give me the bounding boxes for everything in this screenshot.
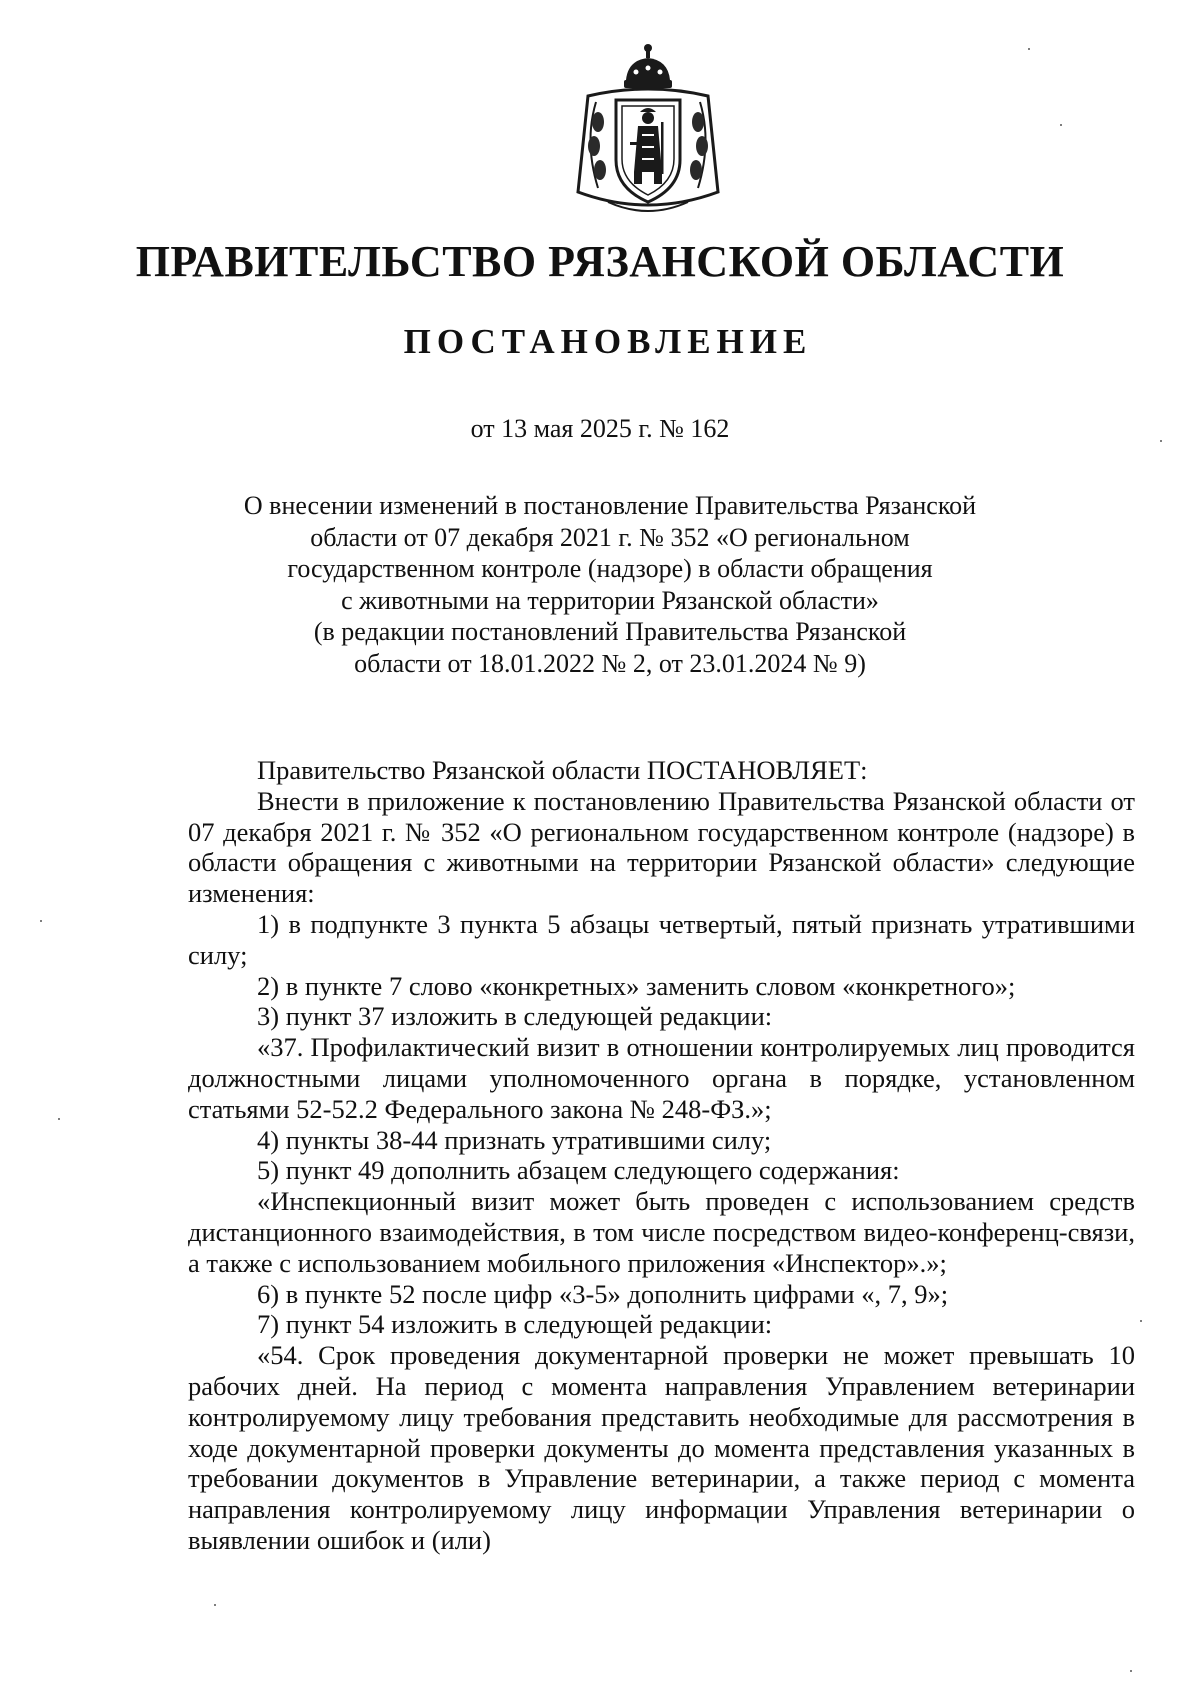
body-paragraph: 6) в пункте 52 после цифр «3-5» дополнить цифрами «, 7, 9»; [257,1278,949,1309]
scan-speck [58,1118,60,1120]
subject-line: О внесении изменений в постановление Правительства Рязанской [243,491,977,520]
body-paragraph: 2) в пункте 7 слово «конкретных» заменить словом «конкретного»; [257,970,1016,1001]
scan-speck [40,920,42,922]
subject-line: (в редакции постановлений Правительства Рязанской [313,617,907,647]
scan-speck [1160,440,1162,442]
body-paragraph: Внести в приложение к постановлению Правительства Рязанской области от 07 декабря 2021 г. № 352 «О региональном государственном контроле (надзоре) в области обращения с животными на территории Рязанской области» следующие изменения: [188,785,1135,909]
organization-title: ПРАВИТЕЛЬСТВО РЯЗАНСКОЙ ОБЛАСТИ [135,237,1065,286]
subject-line: с животными на территории Рязанской области» [341,585,879,615]
scan-speck [1060,124,1062,126]
scan-speck [1028,48,1030,50]
body-paragraph: 5) пункт 49 дополнить абзацем следующего содержания: [257,1155,900,1186]
resolution-preamble: Правительство Рязанской области ПОСТАНОВЛЯЕТ: [257,755,868,785]
body-paragraph: «54. Срок проведения документарной проверки не может превышать 10 рабочих дней. На период с момента направления Управлением ветеринарии контролируемому лицу требования представить необходимые для рассмотрения в ходе документарной проверки документы до момента представления указанных в требовании документов в Управление ветеринарии, а также период с момента направления контролируемому лицу информации Управления ветеринарии о выявлении ошибок и (или) [188,1340,1135,1555]
scan-speck [1130,1670,1132,1672]
document-body [188,755,1135,1556]
document-type: ПОСТАНОВЛЕНИЕ [403,322,813,361]
document-date-number: от 13 мая 2025 г. № 162 [470,414,730,443]
subject-line: области от 18.01.2022 № 2, от 23.01.2024 № 9) [354,648,866,678]
body-paragraph: «Инспекционный визит может быть проведен с использованием средств дистанционного взаимодействия, в том числе посредством видео-конференц-связи, а также с использованием мобильного приложения «Инспектор».»; [188,1186,1135,1278]
scan-speck [1140,1320,1142,1322]
coat-of-arms-icon [568,42,728,220]
scan-speck [214,1604,216,1606]
body-paragraph: 3) пункт 37 изложить в следующей редакции: [257,1001,773,1032]
subject-line: области от 07 декабря 2021 г. № 352 «О региональном [310,522,910,552]
subject-line: государственном контроле (надзоре) в области обращения [287,554,933,584]
body-paragraph: 1) в подпункте 3 пункта 5 абзацы четвертый, пятый признать утратившими силу; [188,908,1135,970]
body-paragraph: 7) пункт 54 изложить в следующей редакции: [257,1309,773,1340]
body-paragraph: «37. Профилактический визит в отношении контролируемых лиц проводится должностными лицами уполномоченного органа в порядке, установленном статьями 52-52.2 Федерального закона № 248-ФЗ.»; [188,1032,1135,1124]
document-subject [240,490,980,680]
body-paragraph: 4) пункты 38-44 признать утратившими силу; [257,1124,772,1155]
